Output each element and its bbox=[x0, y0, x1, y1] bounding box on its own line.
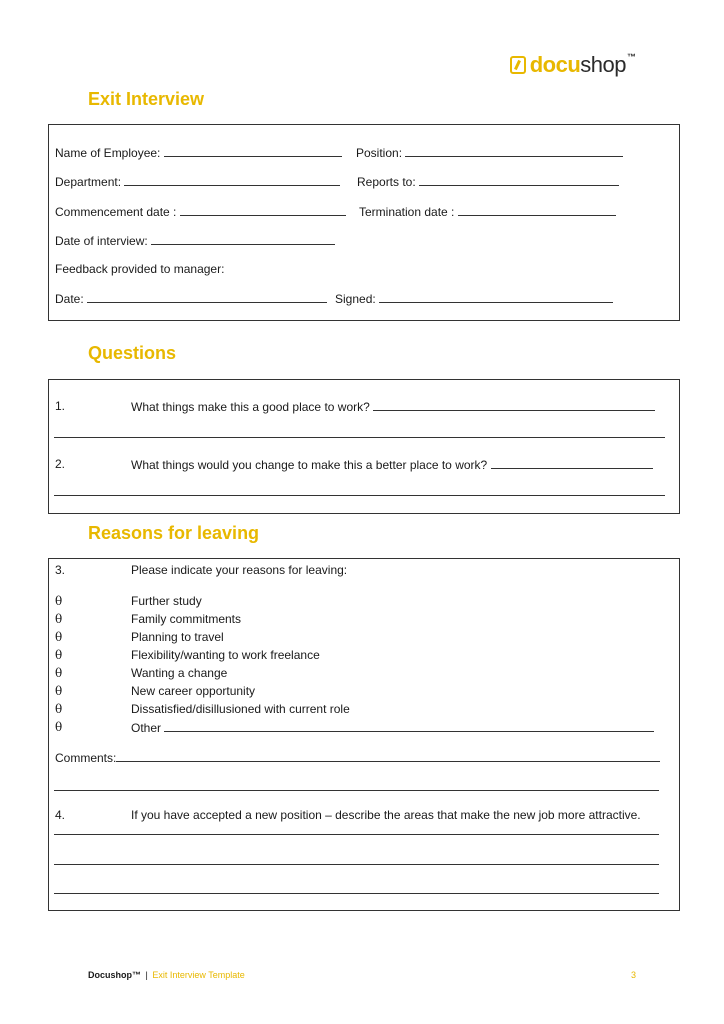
logo-text-docu: docu bbox=[529, 52, 581, 77]
page-title: Exit Interview bbox=[88, 89, 205, 109]
question-1-answer-line[interactable] bbox=[54, 437, 665, 438]
option-checkbox-2[interactable]: θ bbox=[55, 612, 63, 626]
question-2-answer-line[interactable] bbox=[54, 495, 665, 496]
option-wanting-change: Wanting a change bbox=[131, 666, 228, 680]
department-label: Department: bbox=[55, 175, 122, 189]
option-checkbox-8[interactable]: θ bbox=[55, 720, 63, 734]
position-label: Position: bbox=[356, 146, 403, 160]
footer bbox=[88, 970, 245, 980]
comments-field[interactable] bbox=[55, 750, 660, 765]
option-other-label: Other bbox=[131, 721, 162, 735]
employee-name-field[interactable] bbox=[55, 145, 342, 160]
reports-to-label: Reports to: bbox=[357, 175, 416, 189]
commencement-date-field[interactable] bbox=[55, 204, 346, 219]
interview-date-field[interactable] bbox=[55, 233, 335, 248]
question-4-answer-line-2[interactable] bbox=[54, 864, 659, 865]
footer-separator: | bbox=[145, 970, 148, 980]
question-2-line[interactable] bbox=[491, 457, 653, 469]
commencement-date-label: Commencement date : bbox=[55, 205, 177, 219]
question-3-number: 3. bbox=[55, 563, 66, 577]
reports-to-field[interactable] bbox=[357, 174, 619, 189]
option-checkbox-6[interactable]: θ bbox=[55, 684, 63, 698]
comments-label: Comments: bbox=[55, 751, 117, 765]
question-4-number: 4. bbox=[55, 808, 66, 822]
question-2[interactable] bbox=[131, 457, 653, 472]
option-checkbox-5[interactable]: θ bbox=[55, 666, 63, 680]
logo-trademark: ™ bbox=[627, 52, 636, 62]
question-4-answer-line-3[interactable] bbox=[54, 893, 659, 894]
reports-to-line[interactable] bbox=[419, 174, 619, 186]
question-2-number: 2. bbox=[55, 457, 66, 471]
question-3-text: Please indicate your reasons for leaving: bbox=[131, 563, 348, 577]
option-checkbox-3[interactable]: θ bbox=[55, 630, 63, 644]
question-1-text: What things make this a good place to work? bbox=[131, 400, 370, 414]
comments-line[interactable] bbox=[116, 750, 660, 762]
signed-field[interactable] bbox=[335, 291, 613, 306]
interview-date-label: Date of interview: bbox=[55, 234, 148, 248]
employee-details-box bbox=[48, 124, 680, 321]
department-field[interactable] bbox=[55, 174, 340, 189]
signed-line[interactable] bbox=[379, 291, 613, 303]
interview-date-line[interactable] bbox=[151, 233, 335, 245]
page-number: 3 bbox=[631, 970, 637, 980]
option-planning-to-travel: Planning to travel bbox=[131, 630, 224, 644]
position-line[interactable] bbox=[405, 145, 623, 157]
date-label: Date: bbox=[55, 292, 84, 306]
reasons-heading: Reasons for leaving bbox=[88, 523, 260, 543]
option-new-career: New career opportunity bbox=[131, 684, 256, 698]
docushop-logo bbox=[510, 52, 636, 78]
question-4-text: If you have accepted a new position – describe the areas that make the new job more attractive. bbox=[131, 808, 641, 822]
feedback-label: Feedback provided to manager: bbox=[55, 262, 225, 276]
pencil-logo-icon bbox=[510, 56, 526, 74]
questions-box bbox=[48, 379, 680, 514]
commencement-date-line[interactable] bbox=[180, 204, 346, 216]
option-checkbox-4[interactable]: θ bbox=[55, 648, 63, 662]
date-line[interactable] bbox=[87, 291, 327, 303]
termination-date-field[interactable] bbox=[359, 204, 616, 219]
option-flexibility: Flexibility/wanting to work freelance bbox=[131, 648, 320, 662]
comments-line-2[interactable] bbox=[54, 790, 659, 791]
option-dissatisfied: Dissatisfied/disillusioned with current role bbox=[131, 702, 350, 716]
option-other[interactable] bbox=[131, 720, 654, 735]
signed-label: Signed: bbox=[335, 292, 376, 306]
questions-heading: Questions bbox=[88, 343, 177, 363]
department-line[interactable] bbox=[124, 174, 340, 186]
question-1-number: 1. bbox=[55, 399, 66, 413]
question-4-answer-line-1[interactable] bbox=[54, 834, 659, 835]
question-2-text: What things would you change to make this a better place to work? bbox=[131, 458, 488, 472]
position-field[interactable] bbox=[356, 145, 623, 160]
footer-document-name: Exit Interview Template bbox=[152, 970, 245, 980]
question-1[interactable] bbox=[131, 399, 655, 414]
option-other-line[interactable] bbox=[164, 720, 654, 732]
footer-brand: Docushop™ bbox=[88, 970, 141, 980]
termination-date-line[interactable] bbox=[458, 204, 616, 216]
option-family-commitments: Family commitments bbox=[131, 612, 242, 626]
date-field[interactable] bbox=[55, 291, 327, 306]
reasons-box bbox=[48, 558, 680, 911]
question-1-line[interactable] bbox=[373, 399, 655, 411]
employee-name-line[interactable] bbox=[164, 145, 342, 157]
termination-date-label: Termination date : bbox=[359, 205, 455, 219]
option-further-study: Further study bbox=[131, 594, 202, 608]
option-checkbox-7[interactable]: θ bbox=[55, 702, 63, 716]
option-checkbox-1[interactable]: θ bbox=[55, 594, 63, 608]
employee-name-label: Name of Employee: bbox=[55, 146, 161, 160]
logo-text-shop: shop bbox=[580, 52, 626, 77]
